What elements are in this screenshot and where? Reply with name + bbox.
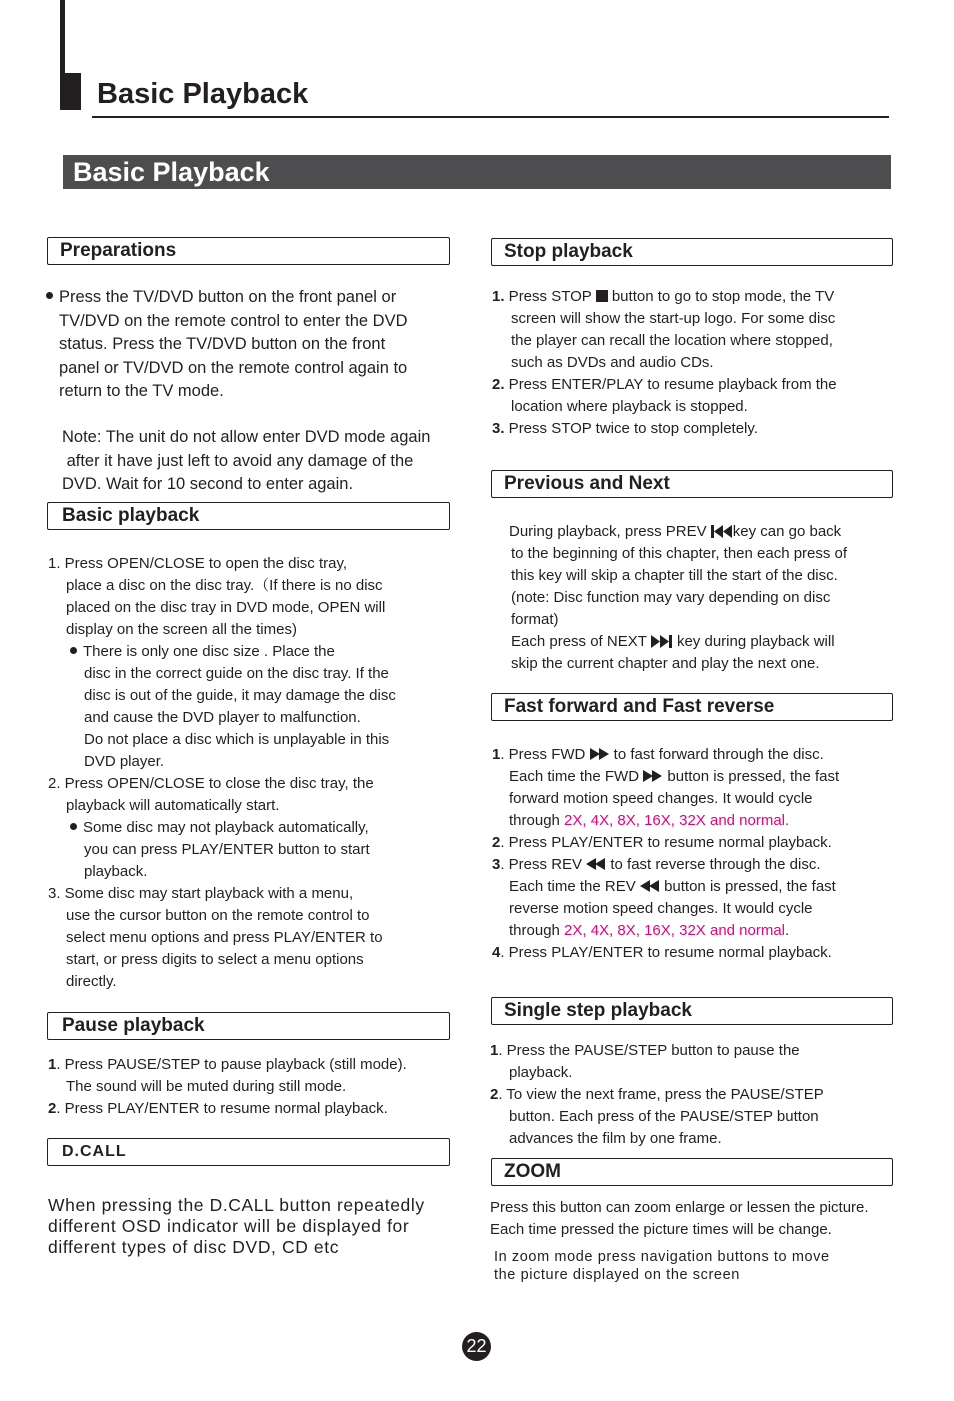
note-line: after it have just left to avoid any damage of the — [62, 451, 414, 470]
bullet-icon — [70, 823, 77, 830]
page-title: Basic Playback — [97, 78, 309, 110]
dcall-heading-text: D.CALL — [62, 1143, 127, 1160]
single-step-line: 1. Press the PAUSE/STEP button to pause the — [490, 1042, 800, 1059]
basic-line: 2. Press OPEN/CLOSE to close the disc tray, the — [48, 775, 374, 792]
fast-line: through 2X, 4X, 8X, 16X, 32X and normal. — [509, 812, 790, 829]
basic-line: use the cursor button on the remote control to — [66, 907, 370, 924]
prev-icon — [711, 525, 733, 538]
zoom-text — [490, 1197, 869, 1241]
zoom-line: the picture displayed on the screen — [494, 1267, 740, 1283]
zoom-line: Each time pressed the picture times will be change. — [490, 1221, 832, 1238]
header-block — [60, 73, 81, 110]
basic-line: placed on the disc tray in DVD mode, OPEN will — [66, 599, 386, 616]
basic-line: Do not place a disc which is unplayable in this — [84, 731, 390, 748]
fast-heading-text: Fast forward and Fast reverse — [504, 696, 775, 717]
single-step-line: advances the film by one frame. — [509, 1130, 722, 1147]
stop-line: 3. Press STOP twice to stop completely. — [492, 420, 758, 437]
basic-line: start, or press digits to select a menu options — [66, 951, 364, 968]
basic-playback-text — [48, 553, 396, 993]
fast-line: forward motion speed changes. It would cycle — [509, 790, 813, 807]
basic-line: you can press PLAY/ENTER button to start — [84, 841, 370, 858]
dcall-heading — [47, 1138, 450, 1166]
stop-playback-heading-text: Stop playback — [504, 241, 633, 262]
preparations-text — [46, 286, 408, 404]
next-icon — [651, 635, 673, 648]
pause-line: 1. Press PAUSE/STEP to pause playback (still mode). — [48, 1056, 407, 1073]
prev-next-line: skip the current chapter and play the next one. — [511, 655, 820, 672]
preparations-line: panel or TV/DVD on the remote control again to — [59, 358, 408, 377]
prev-next-line: to the beginning of this chapter, then each press of — [511, 545, 848, 562]
fast-text — [492, 744, 839, 964]
fast-line: 3. Press REV to fast reverse through the disc. — [492, 856, 821, 873]
pause-line: 2. Press PLAY/ENTER to resume normal playback. — [48, 1100, 388, 1117]
bullet-icon — [46, 292, 53, 299]
zoom-line: In zoom mode press navigation buttons to move — [494, 1249, 830, 1265]
fast-line: 4. Press PLAY/ENTER to resume normal playback. — [492, 944, 832, 961]
stop-line: location where playback is stopped. — [511, 398, 748, 415]
fast-line: Each time the REV button is pressed, the fast — [509, 878, 836, 895]
basic-line: place a disc on the disc tray.（If there is no disc — [66, 577, 383, 594]
preparations-heading-text: Preparations — [60, 240, 177, 261]
fast-forward-icon — [643, 770, 663, 782]
prev-next-heading-text: Previous and Next — [504, 473, 670, 494]
fast-line: 1. Press FWD to fast forward through the disc. — [492, 746, 824, 763]
single-step-line: 2. To view the next frame, press the PAUSE/STEP — [490, 1086, 824, 1103]
fast-heading — [491, 693, 893, 721]
prev-next-line: During playback, press PREV key can go back — [509, 523, 842, 540]
basic-playback-heading-text: Basic playback — [62, 505, 200, 526]
speed-options: 2X, 4X, 8X, 16X, 32X and normal. — [564, 812, 790, 829]
prev-next-line: this key will skip a chapter till the start of the disc. — [511, 567, 838, 584]
zoom-heading — [491, 1158, 893, 1186]
pause-playback-heading-text: Pause playback — [62, 1015, 205, 1036]
preparations-heading — [47, 237, 450, 265]
basic-line: Some disc may not playback automatically, — [48, 817, 396, 839]
dcall-line: When pressing the D.CALL button repeatedly — [48, 1195, 425, 1215]
title-rule — [92, 116, 889, 118]
preparations-note — [62, 426, 430, 497]
basic-line: display on the screen all the times) — [66, 621, 297, 638]
stop-line: 2. Press ENTER/PLAY to resume playback from the — [492, 376, 837, 393]
basic-playback-heading — [47, 502, 450, 530]
stop-line: such as DVDs and audio CDs. — [511, 354, 714, 371]
fast-reverse-icon — [640, 880, 660, 892]
prev-next-text — [509, 521, 847, 675]
note-line: Note: The unit do not allow enter DVD mode again — [62, 428, 431, 446]
stop-line: 1. Press STOP button to go to stop mode, the TV — [492, 288, 835, 305]
single-step-text — [490, 1040, 824, 1150]
single-step-line: button. Each press of the PAUSE/STEP button — [509, 1108, 819, 1125]
fast-line: through 2X, 4X, 8X, 16X, 32X and normal. — [509, 922, 790, 939]
page-number: 22 — [462, 1332, 491, 1361]
pause-line: The sound will be muted during still mode. — [66, 1078, 347, 1095]
basic-line: playback will automatically start. — [66, 797, 280, 814]
preparations-line: Press the TV/DVD button on the front panel or — [46, 286, 408, 310]
basic-line: disc is out of the guide, it may damage the disc — [84, 687, 396, 704]
fast-line: 2. Press PLAY/ENTER to resume normal playback. — [492, 834, 832, 851]
dcall-line: different OSD indicator will be displayed for — [48, 1216, 410, 1236]
section-banner: Basic Playback — [63, 155, 891, 189]
stop-icon — [596, 290, 608, 302]
pause-playback-text — [48, 1054, 407, 1120]
preparations-line: return to the TV mode. — [59, 382, 224, 400]
prev-next-line: format) — [511, 611, 559, 628]
zoom-note — [494, 1248, 830, 1284]
stop-line: screen will show the start-up logo. For some disc — [511, 310, 836, 327]
fast-line: reverse motion speed changes. It would cycle — [509, 900, 813, 917]
bullet-icon — [70, 647, 77, 654]
single-step-heading-text: Single step playback — [504, 1000, 692, 1021]
basic-line: playback. — [84, 863, 148, 880]
fast-reverse-icon — [586, 858, 606, 870]
preparations-line: status. Press the TV/DVD button on the front — [59, 335, 386, 353]
stop-playback-text — [492, 286, 837, 440]
basic-line: DVD player. — [84, 753, 165, 770]
pause-playback-heading — [47, 1012, 450, 1040]
speed-options: 2X, 4X, 8X, 16X, 32X and normal — [564, 922, 786, 939]
zoom-line: Press this button can zoom enlarge or lessen the picture. — [490, 1199, 869, 1216]
preparations-line: TV/DVD on the remote control to enter the DVD — [59, 311, 408, 330]
stop-playback-heading — [491, 238, 893, 266]
stop-line: the player can recall the location where stopped, — [511, 332, 833, 349]
dcall-line: different types of disc DVD, CD etc — [48, 1237, 340, 1257]
basic-line: and cause the DVD player to malfunction. — [84, 709, 361, 726]
zoom-heading-text: ZOOM — [504, 1161, 561, 1182]
basic-line: 3. Some disc may start playback with a menu, — [48, 885, 354, 902]
basic-line: 1. Press OPEN/CLOSE to open the disc tray, — [48, 555, 348, 572]
basic-line: directly. — [66, 973, 117, 990]
note-line: DVD. Wait for 10 second to enter again. — [62, 475, 354, 493]
fast-line: Each time the FWD button is pressed, the fast — [509, 768, 840, 785]
fast-forward-icon — [590, 748, 610, 760]
single-step-line: playback. — [509, 1064, 573, 1081]
basic-line: disc in the correct guide on the disc tray. If the — [84, 665, 389, 682]
single-step-heading — [491, 997, 893, 1025]
basic-line: select menu options and press PLAY/ENTER to — [66, 929, 383, 946]
prev-next-heading — [491, 470, 893, 498]
prev-next-line: (note: Disc function may vary depending on disc — [511, 589, 831, 606]
dcall-text — [48, 1195, 425, 1258]
basic-line: There is only one disc size . Place the — [48, 641, 396, 663]
prev-next-line: Each press of NEXT key during playback will — [511, 633, 835, 650]
